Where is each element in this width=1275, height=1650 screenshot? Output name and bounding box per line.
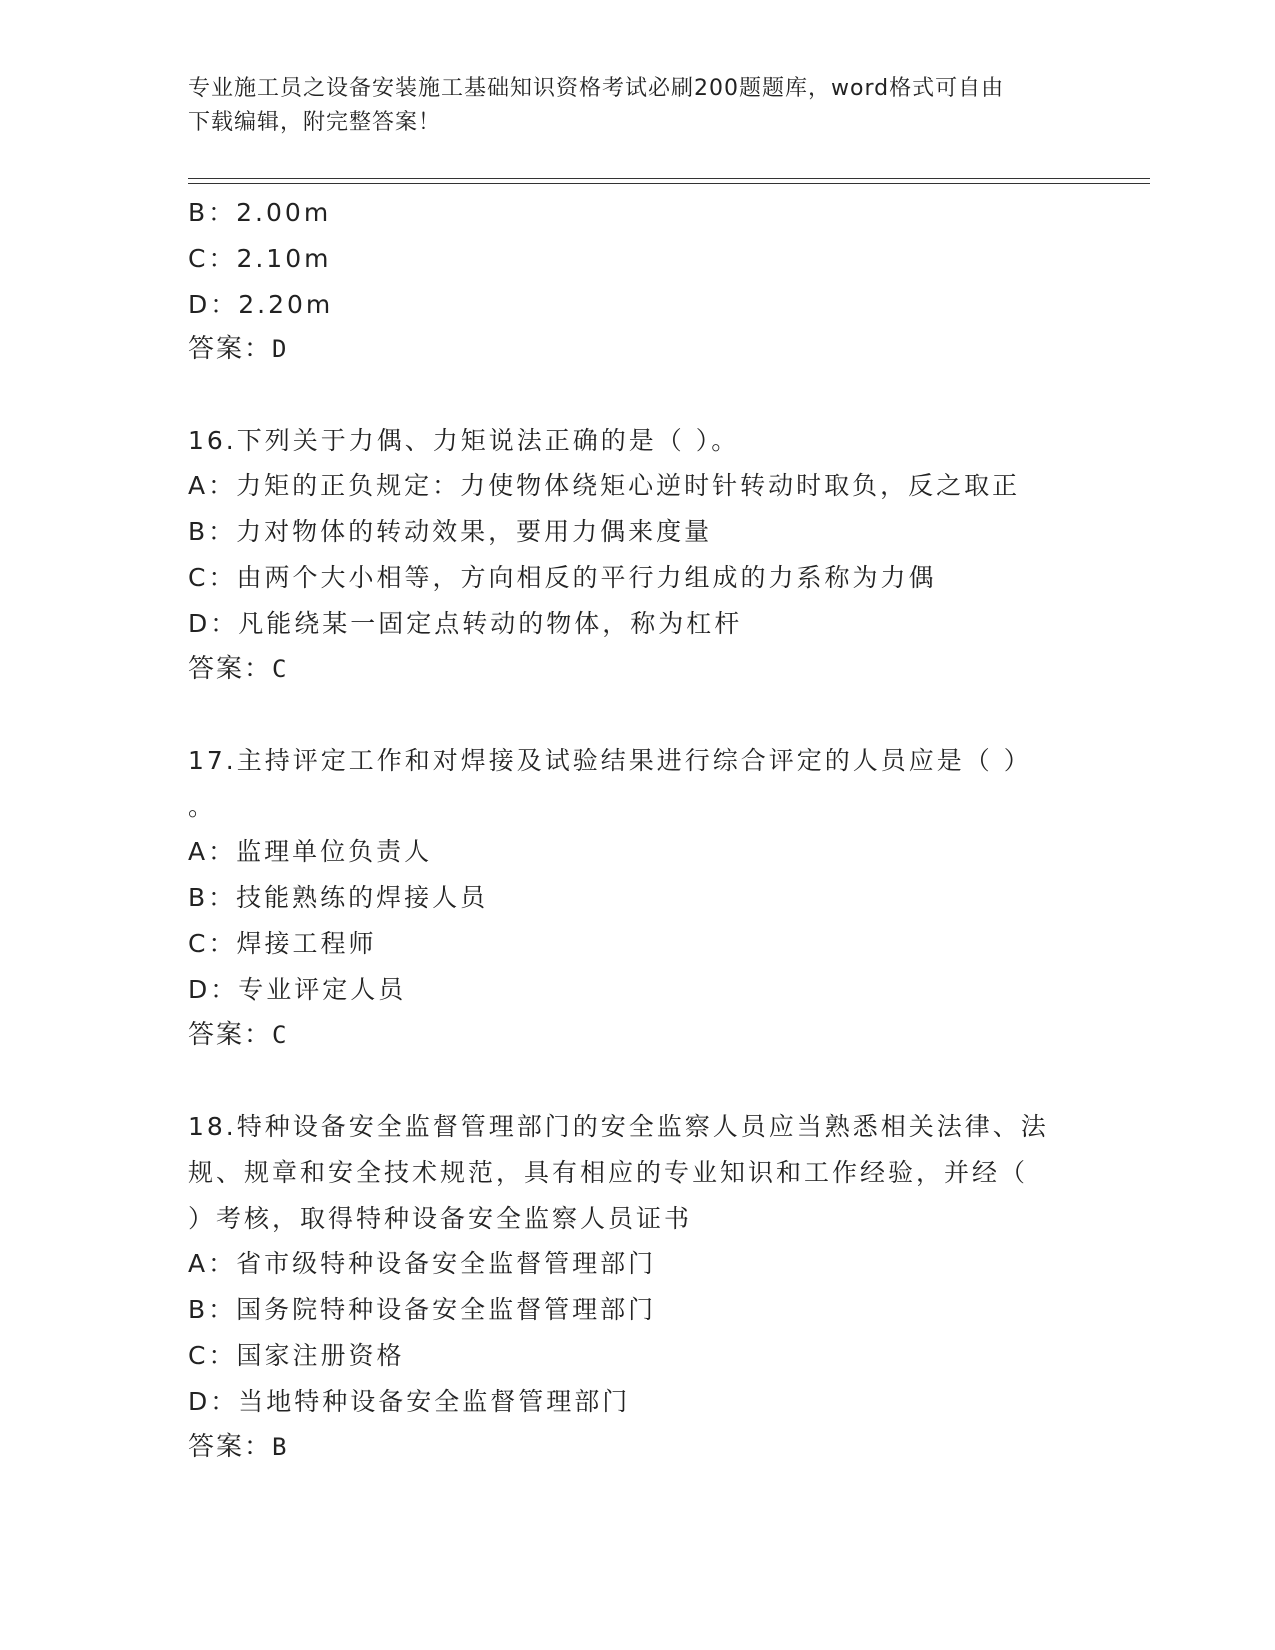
answer-value: C [272, 1021, 289, 1049]
option-c: C：2.10m [188, 244, 332, 273]
answer-label: 答案： [188, 334, 273, 364]
question-16-stem: 16.下列关于力偶、力矩说法正确的是（ ）。 [188, 426, 740, 455]
q16-option-a: A：力矩的正负规定：力使物体绕矩心逆时针转动时取负，反之取正 [188, 471, 1021, 500]
question-18-stem-line-1: 18.特种设备安全监督管理部门的安全监察人员应当熟悉相关法律、法 [188, 1112, 1049, 1141]
answer-value: C [272, 655, 289, 683]
q16-answer [188, 652, 288, 686]
q18-option-a: A：省市级特种设备安全监督管理部门 [188, 1249, 657, 1278]
answer-label: 答案： [188, 1432, 273, 1462]
q18-option-d: D：当地特种设备安全监督管理部门 [188, 1387, 631, 1416]
q17-option-a: A：监理单位负责人 [188, 837, 433, 866]
option-d: D：2.20m [188, 290, 334, 319]
q17-option-c: C：焊接工程师 [188, 929, 377, 958]
header-divider-bottom [188, 183, 1150, 184]
q17-option-d: D：专业评定人员 [188, 975, 407, 1004]
question-17-stem-line-1: 17.主持评定工作和对焊接及试验结果进行综合评定的人员应是（ ） [188, 746, 1032, 775]
q18-option-b: B：国务院特种设备安全监督管理部门 [188, 1295, 657, 1324]
answer [188, 332, 288, 366]
question-18-stem-line-2: 规、规章和安全技术规范，具有相应的专业知识和工作经验，并经（ [188, 1158, 1029, 1187]
answer-value: D [272, 335, 289, 363]
answer-label: 答案： [188, 1020, 273, 1050]
header-line-2: 下载编辑，附完整答案！ [188, 110, 442, 135]
q18-option-c: C：国家注册资格 [188, 1341, 405, 1370]
answer-value: B [272, 1433, 289, 1461]
header-divider-top [188, 178, 1150, 179]
q18-answer [188, 1430, 288, 1464]
q16-option-d: D：凡能绕某一固定点转动的物体，称为杠杆 [188, 609, 743, 638]
document-header [188, 72, 1088, 140]
header-line-1: 专业施工员之设备安装施工基础知识资格考试必刷200题题库，word格式可自由 [188, 76, 1005, 101]
question-17-stem-line-2: 。 [188, 792, 217, 821]
answer-label: 答案： [188, 654, 273, 684]
q17-answer [188, 1018, 288, 1052]
question-18-stem-line-3: ）考核，取得特种设备安全监察人员证书 [188, 1204, 693, 1233]
q16-option-c: C：由两个大小相等，方向相反的平行力组成的力系称为力偶 [188, 563, 937, 592]
q16-option-b: B：力对物体的转动效果，要用力偶来度量 [188, 517, 713, 546]
option-b: B：2.00m [188, 198, 332, 227]
q17-option-b: B：技能熟练的焊接人员 [188, 883, 489, 912]
